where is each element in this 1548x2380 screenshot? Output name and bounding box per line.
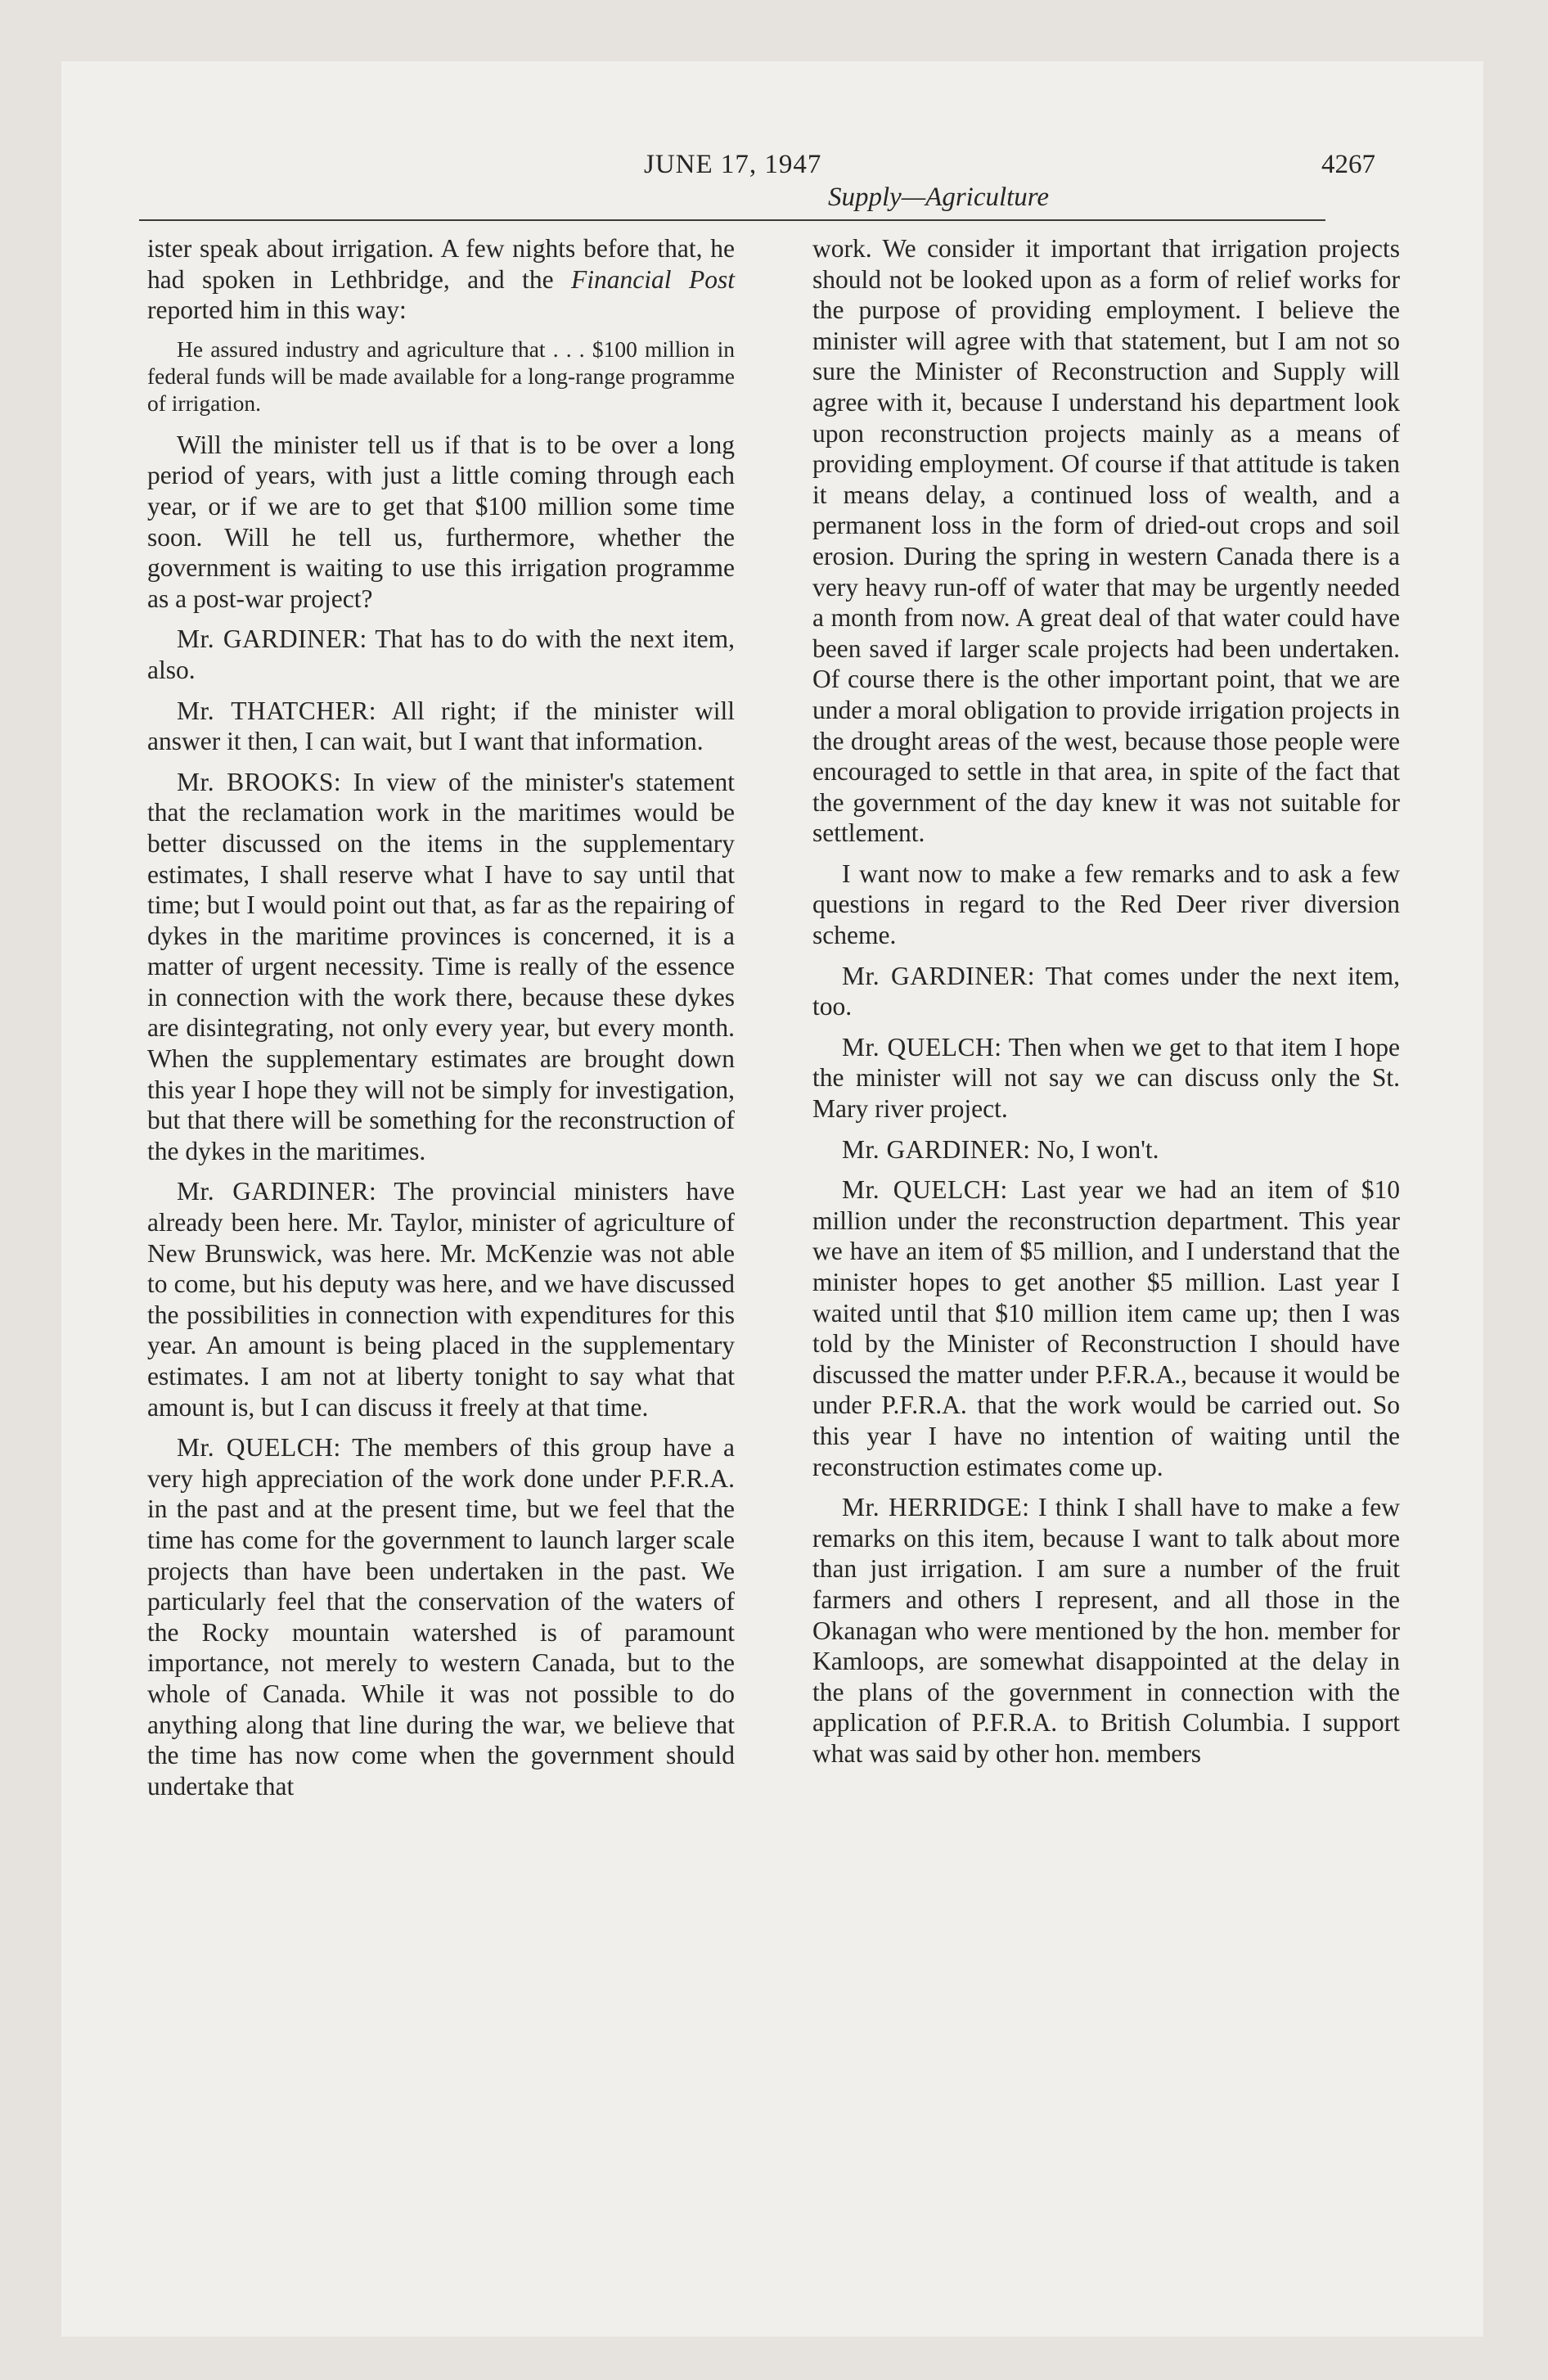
publication-name: Financial Post (571, 264, 735, 294)
speaker-name: Mr. GARDINER: (177, 624, 367, 654)
quotation: He assured industry and agriculture that . . . $100 million in federal funds will be made available for a long-range programme of irrigation. (147, 336, 735, 416)
speech-text: The members of this group have a very high appreciation of the work done under P.F.R.A. in the past and at the present time, but we feel that the time has come for the government to launch larger scale projects than have been undertaken in the past. We particularly feel that the conservation of the waters of the Rocky mountain watershed is of paramount importance, not merely to western Canada, but to the whole of Canada. While it was not possible to do anything along that line during the war, we believe that the time has now come when the government should undertake that (147, 1433, 735, 1801)
header-section-title: Supply—Agriculture (828, 183, 1050, 212)
header-date: JUNE 17, 1947 (644, 150, 822, 179)
speaker-name: Mr. HERRIDGE: (842, 1493, 1030, 1522)
speech-paragraph (812, 961, 1400, 1022)
speech-paragraph (812, 1174, 1400, 1482)
speech-paragraph (812, 1134, 1400, 1165)
page-header (61, 61, 1483, 225)
speaker-name: Mr. GARDINER: (177, 1177, 377, 1206)
speech-text: Last year we had an item of $10 million under the reconstruction department. This year we have an item of $5 million, and I understand that the minister hopes to get another $5 million. Last year I waited until that $10 million item came up; then I was told by the Minister of Reconstruction I should have discussed the matter under P.F.R.A., because it would be under P.F.R.A. that the work would be carried out. So this year I have no intention of waiting until the reconstruction estimates come up. (812, 1175, 1400, 1481)
speech-text: Then when we get to that item I hope the minister will not say we can discuss only the St. Mary river project. (812, 1032, 1401, 1124)
paragraph-text: ister speak about irrigation. A few nights before that, he had spoken in Lethbridge, and the (147, 234, 735, 294)
speech-text: In view of the minister's statement that the reclamation work in the maritimes would be better discussed on the items in the supplementary estimates, I shall reserve what I have to say until that time; but I would point out that, as far as the repairing of dykes in the maritime provinces is concerned, it is a matter of urgent necessity. Time is really of the essence in connection with the work there, because these dykes are disintegrating, not only every year, but every month. When the supplementary estimates are brought down this year I hope they will not be simply for investigation, but that there will be something for the reconstruction of the dykes in the maritimes. (147, 767, 735, 1165)
speaker-name: Mr. GARDINER: (842, 1134, 1031, 1164)
speaker-name: Mr. BROOKS: (177, 767, 342, 796)
speech-paragraph (147, 624, 735, 685)
speech-text: No, I won't. (1030, 1134, 1159, 1164)
header-page-number: 4267 (1321, 150, 1375, 179)
speech-paragraph (147, 1432, 735, 1801)
header-rule (139, 219, 1325, 221)
speaker-name: Mr. QUELCH: (842, 1175, 1008, 1205)
page-sheet (61, 61, 1483, 2337)
speech-paragraph (147, 1176, 735, 1422)
speech-text: The provincial ministers have already been here. Mr. Taylor, minister of agriculture of New Brunswick, was here. Mr. McKenzie was not able to come, but his deputy was here, and we have discussed the possibilities in connection with expenditures for this year. An amount is being placed in the supplementary estimates. I am not at liberty tonight to say what that amount is, but I can discuss it freely at that time. (147, 1177, 735, 1422)
speech-paragraph (147, 696, 735, 757)
speaker-name: Mr. THATCHER: (177, 696, 377, 725)
speech-paragraph (812, 1492, 1400, 1769)
speech-paragraph (147, 767, 735, 1167)
speech-text: That has to do with the next item, also. (147, 624, 735, 684)
paragraph-text: reported him in this way: (147, 295, 407, 325)
right-column (812, 233, 1400, 1779)
speaker-name: Mr. GARDINER: (842, 961, 1035, 990)
paragraph (147, 233, 735, 326)
speech-paragraph (812, 1032, 1400, 1125)
speech-text: All right; if the minister will answer it then, I can wait, but I want that information. (147, 696, 735, 756)
speaker-name: Mr. QUELCH: (177, 1433, 341, 1463)
paragraph: Will the minister tell us if that is to be over a long period of years, with just a little coming through each year, or if we are to get that $100 million some time soon. Will he tell us, furthermore, whether the government is waiting to use this irrigation programme as a post-war project? (147, 430, 735, 613)
speaker-name: Mr. QUELCH: (842, 1032, 1002, 1062)
paragraph: work. We consider it important that irrigation projects should not be looked upon as a form of relief works for the purpose of providing employment. I believe the minister will agree with that statement, but I am not so sure the Minister of Reconstruction and Supply will agree with it, because I understand his department look upon reconstruction projects mainly as a means of providing employment. Of course if that attitude is taken it means delay, a continued loss of wealth, and a permanent loss in the form of dried-out crops and soil erosion. During the spring in western Canada there is a very heavy run-off of water that may be urgently needed a month from now. A great deal of that water could have been saved if larger scale projects had been undertaken. Of course there is the other important point, that we are under a moral obligation to provide irrigation projects in the drought areas of the west, because those people were encouraged to settle in that area, in spite of the fact that the government of the day knew it was not suitable for settlement. (812, 234, 1400, 848)
speech-text: I think I shall have to make a few remarks on this item, because I want to talk about more than just irrigation. I am sure a number of the fruit farmers and others I represent, and all those in the Okanagan who were mentioned by the hon. member for Kamloops, are somewhat disappointed at the delay in the plans of the government in connection with the application of P.F.R.A. to British Columbia. I support what was said by other hon. members (812, 1493, 1401, 1768)
paragraph: I want now to make a few remarks and to ask a few questions in regard to the Red Deer river diversion scheme. (812, 859, 1400, 950)
left-column (147, 233, 735, 1811)
speech-text: That comes under the next item, too. (812, 961, 1400, 1021)
